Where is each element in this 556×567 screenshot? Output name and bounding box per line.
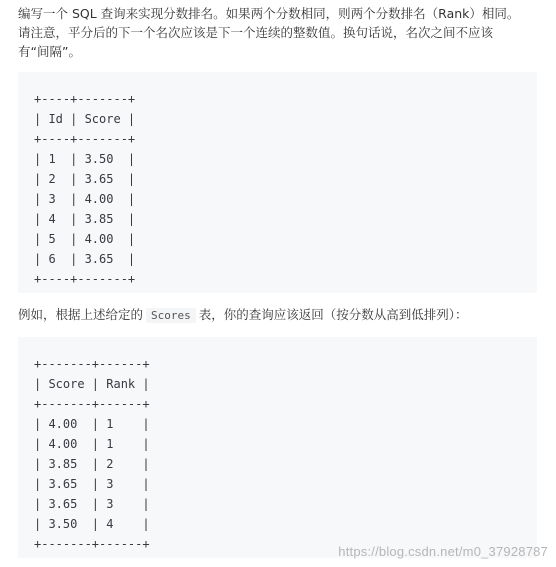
table-header-row: | Id | Score |: [34, 112, 136, 126]
scores-inline-code: Scores: [146, 308, 196, 323]
table-row: +-------+------+: [34, 357, 150, 371]
description-line: 有“间隔”。: [18, 44, 81, 59]
scores-input-table: [34, 89, 135, 289]
table-row: | 3.65 | 3 |: [34, 477, 150, 491]
description-line: 请注意，平分后的下一个名次应该是下一个连续的整数值。换句话说，名次之间不应该: [18, 25, 494, 40]
table-row: | 3.85 | 2 |: [34, 457, 150, 471]
table-row: | 3 | 4.00 |: [34, 192, 136, 206]
example-prefix: 例如，根据上述给定的: [18, 307, 144, 322]
problem-description: [18, 4, 538, 61]
scores-input-table-block: [18, 72, 537, 293]
table-row: | 4.00 | 1 |: [34, 437, 150, 451]
table-row: | 4.00 | 1 |: [34, 417, 150, 431]
table-row: | 6 | 3.65 |: [34, 252, 136, 266]
rank-output-table-block: [18, 337, 537, 558]
watermark: https://blog.csdn.net/m0_37928787: [338, 544, 548, 559]
table-row: +----+-------+: [34, 92, 136, 106]
example-description: [18, 305, 538, 324]
table-row: | 5 | 4.00 |: [34, 232, 136, 246]
table-row: +-------+------+: [34, 397, 150, 411]
table-row: +----+-------+: [34, 272, 136, 286]
table-row: | 1 | 3.50 |: [34, 152, 136, 166]
table-row: +----+-------+: [34, 132, 136, 146]
example-suffix: 表，你的查询应该返回（按分数从高到低排列）：: [198, 307, 468, 322]
description-line: 编写一个 SQL 查询来实现分数排名。如果两个分数相同，则两个分数排名（Rank）相同。: [18, 6, 520, 21]
table-header-row: | Score | Rank |: [34, 377, 150, 391]
table-row: | 4 | 3.85 |: [34, 212, 136, 226]
rank-output-table: [34, 354, 150, 554]
table-row: | 2 | 3.65 |: [34, 172, 136, 186]
table-row: +-------+------+: [34, 537, 150, 551]
table-row: | 3.50 | 4 |: [34, 517, 150, 531]
table-row: | 3.65 | 3 |: [34, 497, 150, 511]
